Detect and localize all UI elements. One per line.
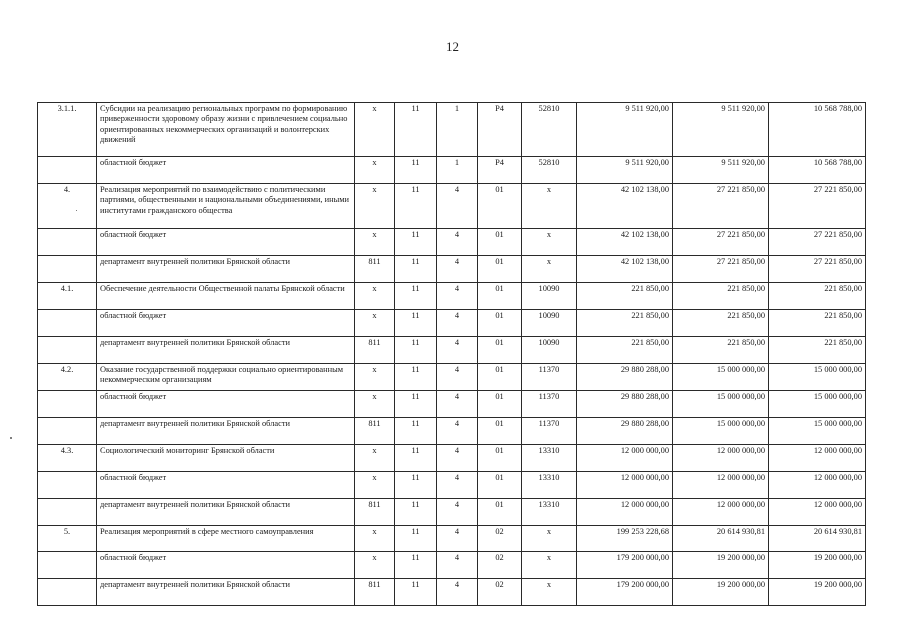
subprogram-code-cell: 4	[437, 552, 478, 579]
item-number-cell	[38, 229, 97, 256]
table-row	[38, 283, 866, 310]
program-code-cell: 11	[395, 364, 437, 391]
item-name-cell: областной бюджет	[97, 157, 355, 184]
program-code-cell: 11	[395, 229, 437, 256]
item-number-cell	[38, 499, 97, 526]
event-code-cell: 02	[478, 526, 522, 552]
amount-year2-cell: 221 850,00	[673, 310, 769, 337]
table-row	[38, 418, 866, 445]
subprogram-code-cell: 4	[437, 418, 478, 445]
amount-year3-cell: 15 000 000,00	[769, 391, 866, 418]
table-row	[38, 256, 866, 283]
amount-year1-cell: 29 880 288,00	[577, 364, 673, 391]
subprogram-code-cell: 4	[437, 579, 478, 606]
table-row	[38, 472, 866, 499]
subprogram-code-cell: 4	[437, 364, 478, 391]
item-number-cell: 4.	[38, 184, 97, 229]
program-code-cell: 11	[395, 310, 437, 337]
amount-year1-cell: 42 102 138,00	[577, 184, 673, 229]
table-row	[38, 391, 866, 418]
item-number-cell: 4.2.	[38, 364, 97, 391]
program-code-cell: 11	[395, 103, 437, 157]
direction-code-cell: 11370	[522, 391, 577, 418]
grbs-code-cell: 811	[355, 256, 395, 283]
item-name-cell: департамент внутренней политики Брянской области	[97, 337, 355, 364]
amount-year2-cell: 15 000 000,00	[673, 391, 769, 418]
amount-year2-cell: 15 000 000,00	[673, 418, 769, 445]
item-name-cell: Субсидии на реализацию региональных программ по формированию приверженности здоровому образу жизни с привлечением социально ориентированных некоммерческих организаций и волонтерских движений	[97, 103, 355, 157]
item-number-cell	[38, 256, 97, 283]
item-number-cell	[38, 579, 97, 606]
grbs-code-cell: х	[355, 184, 395, 229]
amount-year2-cell: 221 850,00	[673, 283, 769, 310]
event-code-cell: 01	[478, 391, 522, 418]
direction-code-cell: 52810	[522, 103, 577, 157]
subprogram-code-cell: 4	[437, 337, 478, 364]
grbs-code-cell: х	[355, 364, 395, 391]
table-row	[38, 445, 866, 472]
amount-year2-cell: 27 221 850,00	[673, 229, 769, 256]
amount-year2-cell: 12 000 000,00	[673, 499, 769, 526]
item-name-cell: Реализация мероприятий по взаимодействию с политическими партиями, общественными и национальными объединениями, иными институтами гражданского общества	[97, 184, 355, 229]
amount-year1-cell: 179 200 000,00	[577, 552, 673, 579]
table-row	[38, 157, 866, 184]
item-name-cell: областной бюджет	[97, 472, 355, 499]
item-name-cell: областной бюджет	[97, 391, 355, 418]
table-row	[38, 229, 866, 256]
program-code-cell: 11	[395, 418, 437, 445]
subprogram-code-cell: 4	[437, 229, 478, 256]
event-code-cell: 01	[478, 337, 522, 364]
event-code-cell: 01	[478, 283, 522, 310]
amount-year3-cell: 15 000 000,00	[769, 418, 866, 445]
amount-year3-cell: 221 850,00	[769, 310, 866, 337]
amount-year2-cell: 19 200 000,00	[673, 552, 769, 579]
table-row	[38, 310, 866, 337]
item-name-cell: Реализация мероприятий в сфере местного самоуправления	[97, 526, 355, 552]
amount-year1-cell: 42 102 138,00	[577, 229, 673, 256]
grbs-code-cell: х	[355, 229, 395, 256]
grbs-code-cell: х	[355, 283, 395, 310]
event-code-cell: 01	[478, 445, 522, 472]
item-name-cell: департамент внутренней политики Брянской области	[97, 256, 355, 283]
direction-code-cell: х	[522, 229, 577, 256]
scan-speck	[76, 210, 77, 211]
grbs-code-cell: х	[355, 103, 395, 157]
amount-year1-cell: 179 200 000,00	[577, 579, 673, 606]
amount-year2-cell: 221 850,00	[673, 337, 769, 364]
amount-year3-cell: 27 221 850,00	[769, 184, 866, 229]
amount-year2-cell: 12 000 000,00	[673, 445, 769, 472]
amount-year1-cell: 12 000 000,00	[577, 445, 673, 472]
program-code-cell: 11	[395, 526, 437, 552]
event-code-cell: 02	[478, 579, 522, 606]
direction-code-cell: х	[522, 552, 577, 579]
grbs-code-cell: х	[355, 526, 395, 552]
table-row	[38, 103, 866, 157]
grbs-code-cell: х	[355, 552, 395, 579]
amount-year2-cell: 20 614 930,81	[673, 526, 769, 552]
event-code-cell: 02	[478, 552, 522, 579]
program-code-cell: 11	[395, 157, 437, 184]
program-code-cell: 11	[395, 552, 437, 579]
grbs-code-cell: х	[355, 310, 395, 337]
grbs-code-cell: х	[355, 391, 395, 418]
amount-year3-cell: 12 000 000,00	[769, 499, 866, 526]
event-code-cell: 01	[478, 418, 522, 445]
amount-year2-cell: 12 000 000,00	[673, 472, 769, 499]
amount-year3-cell: 27 221 850,00	[769, 229, 866, 256]
program-code-cell: 11	[395, 391, 437, 418]
event-code-cell: Р4	[478, 157, 522, 184]
direction-code-cell: 10090	[522, 337, 577, 364]
direction-code-cell: 11370	[522, 364, 577, 391]
item-name-cell: областной бюджет	[97, 552, 355, 579]
event-code-cell: 01	[478, 256, 522, 283]
amount-year1-cell: 29 880 288,00	[577, 391, 673, 418]
amount-year1-cell: 199 253 228,68	[577, 526, 673, 552]
grbs-code-cell: х	[355, 472, 395, 499]
table-row	[38, 364, 866, 391]
amount-year1-cell: 221 850,00	[577, 283, 673, 310]
amount-year3-cell: 10 568 788,00	[769, 157, 866, 184]
item-number-cell	[38, 391, 97, 418]
subprogram-code-cell: 4	[437, 391, 478, 418]
table-row	[38, 526, 866, 552]
direction-code-cell: х	[522, 579, 577, 606]
subprogram-code-cell: 4	[437, 499, 478, 526]
amount-year3-cell: 12 000 000,00	[769, 472, 866, 499]
amount-year3-cell: 221 850,00	[769, 337, 866, 364]
amount-year1-cell: 12 000 000,00	[577, 499, 673, 526]
direction-code-cell: 13310	[522, 499, 577, 526]
table-row	[38, 499, 866, 526]
item-number-cell: 4.3.	[38, 445, 97, 472]
grbs-code-cell: 811	[355, 579, 395, 606]
amount-year3-cell: 10 568 788,00	[769, 103, 866, 157]
amount-year2-cell: 9 511 920,00	[673, 103, 769, 157]
amount-year3-cell: 12 000 000,00	[769, 445, 866, 472]
item-name-cell: Обеспечение деятельности Общественной палаты Брянской области	[97, 283, 355, 310]
event-code-cell: 01	[478, 310, 522, 337]
item-name-cell: Оказание государственной поддержки социально ориентированным некоммерческим организациям	[97, 364, 355, 391]
table-row	[38, 184, 866, 229]
amount-year3-cell: 19 200 000,00	[769, 552, 866, 579]
amount-year1-cell: 12 000 000,00	[577, 472, 673, 499]
item-number-cell: 3.1.1.	[38, 103, 97, 157]
subprogram-code-cell: 1	[437, 157, 478, 184]
amount-year2-cell: 19 200 000,00	[673, 579, 769, 606]
item-name-cell: департамент внутренней политики Брянской области	[97, 499, 355, 526]
amount-year1-cell: 9 511 920,00	[577, 157, 673, 184]
item-name-cell: департамент внутренней политики Брянской области	[97, 579, 355, 606]
direction-code-cell: х	[522, 256, 577, 283]
amount-year2-cell: 15 000 000,00	[673, 364, 769, 391]
item-number-cell	[38, 418, 97, 445]
amount-year1-cell: 9 511 920,00	[577, 103, 673, 157]
item-number-cell: 4.1.	[38, 283, 97, 310]
program-code-cell: 11	[395, 445, 437, 472]
table-body	[38, 103, 866, 606]
direction-code-cell: 10090	[522, 283, 577, 310]
direction-code-cell: 52810	[522, 157, 577, 184]
event-code-cell: 01	[478, 229, 522, 256]
direction-code-cell: 10090	[522, 310, 577, 337]
item-name-cell: областной бюджет	[97, 229, 355, 256]
grbs-code-cell: х	[355, 445, 395, 472]
subprogram-code-cell: 4	[437, 256, 478, 283]
amount-year3-cell: 19 200 000,00	[769, 579, 866, 606]
direction-code-cell: х	[522, 526, 577, 552]
table-row	[38, 552, 866, 579]
program-code-cell: 11	[395, 184, 437, 229]
event-code-cell: 01	[478, 499, 522, 526]
grbs-code-cell: 811	[355, 337, 395, 364]
amount-year3-cell: 221 850,00	[769, 283, 866, 310]
program-code-cell: 11	[395, 283, 437, 310]
subprogram-code-cell: 4	[437, 310, 478, 337]
item-number-cell	[38, 552, 97, 579]
table-row	[38, 337, 866, 364]
amount-year1-cell: 29 880 288,00	[577, 418, 673, 445]
subprogram-code-cell: 4	[437, 445, 478, 472]
event-code-cell: Р4	[478, 103, 522, 157]
subprogram-code-cell: 4	[437, 184, 478, 229]
grbs-code-cell: 811	[355, 418, 395, 445]
amount-year3-cell: 20 614 930,81	[769, 526, 866, 552]
event-code-cell: 01	[478, 364, 522, 391]
amount-year3-cell: 15 000 000,00	[769, 364, 866, 391]
amount-year2-cell: 27 221 850,00	[673, 256, 769, 283]
amount-year2-cell: 27 221 850,00	[673, 184, 769, 229]
subprogram-code-cell: 1	[437, 103, 478, 157]
direction-code-cell: 13310	[522, 472, 577, 499]
program-code-cell: 11	[395, 472, 437, 499]
item-name-cell: областной бюджет	[97, 310, 355, 337]
item-number-cell	[38, 157, 97, 184]
direction-code-cell: х	[522, 184, 577, 229]
table-row	[38, 579, 866, 606]
item-number-cell	[38, 337, 97, 364]
amount-year1-cell: 221 850,00	[577, 337, 673, 364]
item-number-cell	[38, 472, 97, 499]
subprogram-code-cell: 4	[437, 526, 478, 552]
scan-speck	[10, 437, 12, 439]
direction-code-cell: 13310	[522, 445, 577, 472]
subprogram-code-cell: 4	[437, 472, 478, 499]
amount-year2-cell: 9 511 920,00	[673, 157, 769, 184]
event-code-cell: 01	[478, 472, 522, 499]
item-number-cell	[38, 310, 97, 337]
item-name-cell: Социологический мониторинг Брянской области	[97, 445, 355, 472]
direction-code-cell: 11370	[522, 418, 577, 445]
program-code-cell: 11	[395, 579, 437, 606]
page-number: 12	[446, 39, 459, 54]
program-code-cell: 11	[395, 499, 437, 526]
item-name-cell: департамент внутренней политики Брянской области	[97, 418, 355, 445]
program-code-cell: 11	[395, 256, 437, 283]
event-code-cell: 01	[478, 184, 522, 229]
amount-year1-cell: 42 102 138,00	[577, 256, 673, 283]
amount-year3-cell: 27 221 850,00	[769, 256, 866, 283]
item-number-cell: 5.	[38, 526, 97, 552]
program-code-cell: 11	[395, 337, 437, 364]
grbs-code-cell: х	[355, 157, 395, 184]
subprogram-code-cell: 4	[437, 283, 478, 310]
budget-table	[37, 102, 866, 606]
grbs-code-cell: 811	[355, 499, 395, 526]
amount-year1-cell: 221 850,00	[577, 310, 673, 337]
